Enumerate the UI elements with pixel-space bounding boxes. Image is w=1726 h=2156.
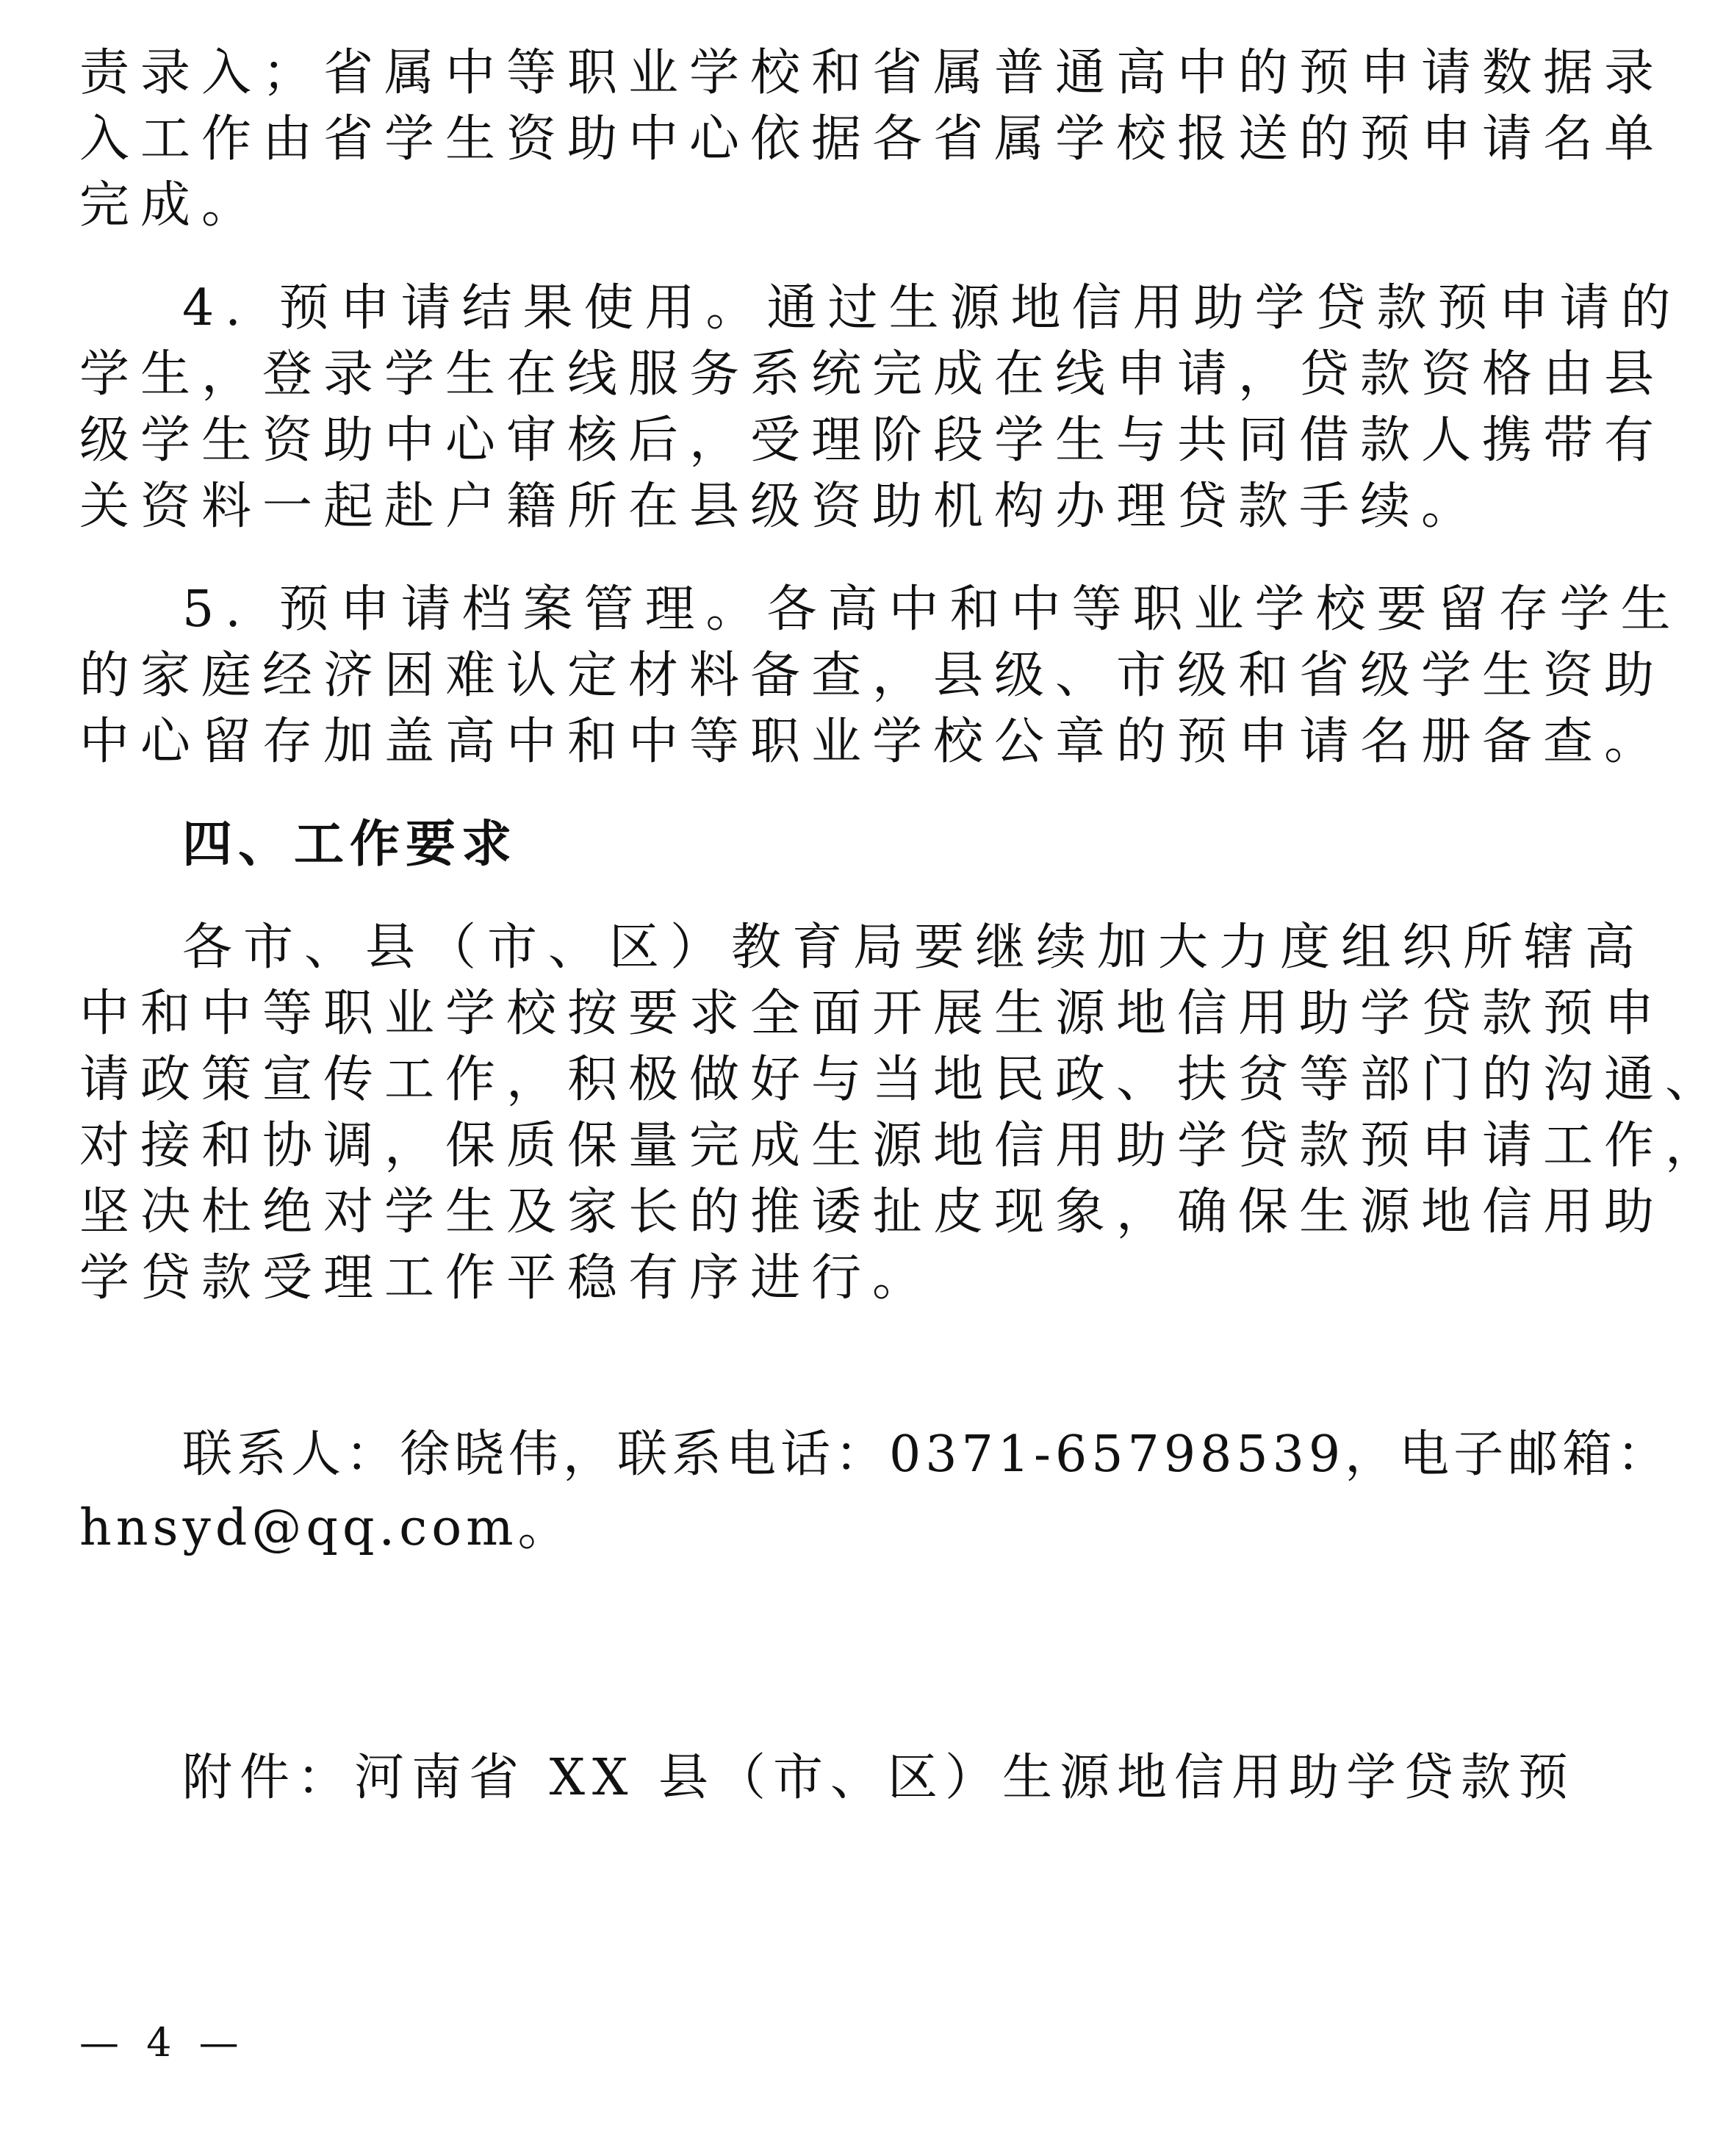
body-text-line: 级学生资助中心审核后，受理阶段学生与共同借款人携带有 xyxy=(79,412,1666,470)
item-5-title-line: 5. 预申请档案管理。各高中和中等职业学校要留存学生 xyxy=(182,581,1682,639)
section-heading: 四、工作要求 xyxy=(182,816,518,874)
attachment-line: 附件：河南省 XX 县（市、区）生源地信用助学贷款预 xyxy=(182,1749,1576,1807)
contact-email-line: hnsyd@qq.com。 xyxy=(79,1499,572,1557)
body-text-line: 中心留存加盖高中和中等职业学校公章的预申请名册备查。 xyxy=(79,713,1666,771)
body-text-line: 请政策宣传工作，积极做好与当地民政、扶贫等部门的沟通、 xyxy=(79,1051,1726,1109)
body-text-line: 责录入；省属中等职业学校和省属普通高中的预申请数据录 xyxy=(79,44,1666,102)
body-text-line: 入工作由省学生资助中心依据各省属学校报送的预申请名单 xyxy=(79,110,1666,168)
body-text-line: 对接和协调，保质保量完成生源地信用助学贷款预申请工作， xyxy=(79,1117,1726,1175)
body-text-line: 学贷款受理工作平稳有序进行。 xyxy=(79,1249,934,1307)
body-text-line: 关资料一起赴户籍所在县级资助机构办理贷款手续。 xyxy=(79,478,1483,536)
body-text-line: 中和中等职业学校按要求全面开展生源地信用助学贷款预申 xyxy=(79,985,1666,1043)
body-text-line: 的家庭经济困难认定材料备查，县级、市级和省级学生资助 xyxy=(79,647,1666,705)
contact-line: 联系人：徐晓伟，联系电话：0371-65798539，电子邮箱： xyxy=(182,1426,1672,1484)
page-number: — 4 — xyxy=(79,2019,246,2066)
body-text-line: 完成。 xyxy=(79,176,263,234)
body-text-line: 坚决杜绝对学生及家长的推诿扯皮现象，确保生源地信用助 xyxy=(79,1183,1666,1241)
item-4-title-line: 4. 预申请结果使用。通过生源地信用助学贷款预申请的 xyxy=(182,279,1682,337)
body-text-line: 各市、县（市、区）教育局要继续加大力度组织所辖高 xyxy=(182,919,1647,977)
body-text-line: 学生，登录学生在线服务系统完成在线申请，贷款资格由县 xyxy=(79,345,1666,403)
